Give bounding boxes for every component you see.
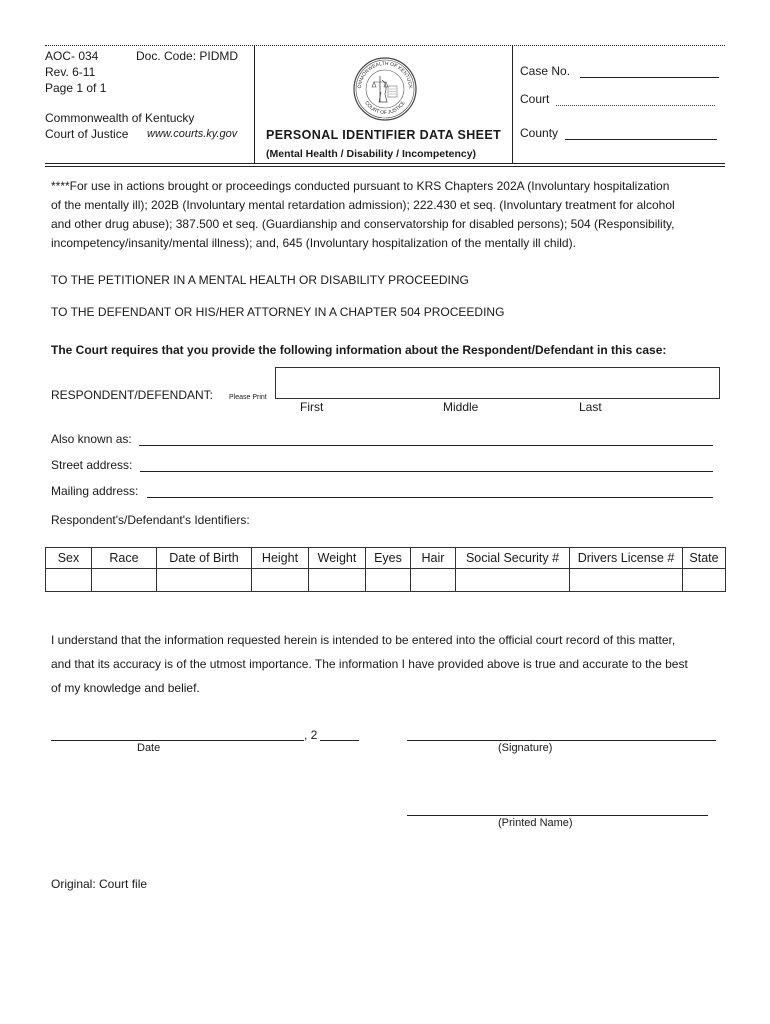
sex-input[interactable] (46, 569, 92, 592)
intro-line-1: ****For use in actions brought or proceedings conducted pursuant to KRS Chapters 202A (Involuntary hospitalization (51, 179, 670, 193)
social-security-input[interactable] (456, 569, 570, 592)
header-rule-1 (45, 163, 725, 164)
intro-paragraph (51, 177, 731, 253)
please-print-note: Please Print (229, 394, 267, 401)
header-divider-left (254, 45, 255, 163)
col-date-of-birth: Date of Birth (157, 548, 252, 569)
certification-line-1: I understand that the information requested herein is intended to be entered into the official court record of this matter, (51, 633, 676, 647)
col-sex: Sex (46, 548, 92, 569)
court-field[interactable] (556, 105, 715, 106)
certification-line-2: and that its accuracy is of the utmost importance. The information I have provided above is true and accurate to the best (51, 657, 688, 671)
svg-text:COURT OF JUSTICE: COURT OF JUSTICE (363, 100, 407, 117)
form-number: AOC- 034 (45, 49, 99, 63)
date-of-birth-input[interactable] (157, 569, 252, 592)
last-name-label: Last (579, 400, 602, 414)
col-state: State (683, 548, 726, 569)
drivers-license-input[interactable] (570, 569, 683, 592)
page-count: Page 1 of 1 (45, 81, 107, 95)
mailing-address-field[interactable] (147, 497, 713, 498)
signature-label: (Signature) (498, 742, 553, 754)
seal-icon (352, 56, 418, 122)
identifiers-table (45, 547, 726, 592)
case-no-label: Case No. (520, 64, 571, 78)
street-address-label: Street address: (51, 458, 133, 472)
col-weight: Weight (309, 548, 366, 569)
middle-name-label: Middle (443, 400, 479, 414)
col-height: Height (252, 548, 309, 569)
petitioner-notice: TO THE PETITIONER IN A MENTAL HEALTH OR DISABILITY PROCEEDING (51, 273, 469, 287)
intro-line-3: and other drug abuse); 387.500 et seq. (Guardianship and conservatorship for disabled persons); 504 (Responsibility, (51, 217, 675, 231)
case-no-field[interactable] (580, 77, 719, 78)
signature-field[interactable] (407, 740, 716, 741)
hair-input[interactable] (411, 569, 456, 592)
col-drivers-license: Drivers License # (570, 548, 683, 569)
date-field[interactable] (51, 740, 304, 741)
printed-name-field[interactable] (407, 815, 708, 816)
year-prefix: , 2 (304, 728, 318, 742)
identifiers-input-row (46, 569, 726, 592)
respondent-label: RESPONDENT/DEFENDANT: (51, 388, 214, 402)
page-title: PERSONAL IDENTIFIER DATA SHEET (266, 128, 502, 142)
county-label: County (520, 126, 559, 140)
header-rule-2 (45, 166, 725, 167)
aka-field[interactable] (139, 445, 713, 446)
aka-label: Also known as: (51, 432, 132, 446)
col-hair: Hair (411, 548, 456, 569)
page-subtitle: (Mental Health / Disability / Incompetency) (266, 148, 477, 160)
race-input[interactable] (92, 569, 157, 592)
certification-line-3: of my knowledge and belief. (51, 681, 200, 695)
first-name-label: First (300, 400, 324, 414)
top-rule (45, 45, 725, 46)
mailing-address-label: Mailing address: (51, 484, 139, 498)
intro-line-4: incompetency/insanity/mental illness); and, 645 (Involuntary hospitalization of the mentally ill child). (51, 236, 576, 250)
printed-name-label: (Printed Name) (498, 817, 573, 829)
state-input[interactable] (683, 569, 726, 592)
col-race: Race (92, 548, 157, 569)
weight-input[interactable] (309, 569, 366, 592)
date-label: Date (137, 742, 161, 754)
requirement-heading: The Court requires that you provide the following information about the Respondent/Defendant in this case: (51, 343, 667, 357)
year-field[interactable] (320, 740, 359, 741)
respondent-name-input[interactable] (275, 367, 720, 399)
doc-code: Doc. Code: PIDMD (136, 49, 239, 63)
county-field[interactable] (565, 139, 717, 140)
intro-line-2: of the mentally ill); 202B (Involuntary mental retardation admission); 222.430 et seq. (Involuntary treatment for alcohol (51, 198, 675, 212)
jurisdiction-line2: Court of Justice (45, 127, 129, 141)
col-eyes: Eyes (366, 548, 411, 569)
identifiers-header-row (46, 548, 726, 569)
defendant-notice: TO THE DEFENDANT OR HIS/HER ATTORNEY IN A CHAPTER 504 PROCEEDING (51, 305, 505, 319)
distribution-note: Original: Court file (51, 877, 148, 891)
identifiers-label: Respondent's/Defendant's Identifiers: (51, 513, 250, 527)
eyes-input[interactable] (366, 569, 411, 592)
jurisdiction-line1: Commonwealth of Kentucky (45, 111, 195, 125)
svg-text:COMMONWEALTH OF KENTUCKY: OMMONWEALTH OF KENTUCK (356, 60, 414, 89)
street-address-field[interactable] (140, 471, 713, 472)
certification-statement (51, 628, 688, 700)
court-seal (352, 56, 418, 122)
website-link[interactable]: www.courts.ky.gov (147, 128, 238, 140)
header-divider-right (512, 45, 513, 163)
col-social-security: Social Security # (456, 548, 570, 569)
court-label: Court (520, 92, 550, 106)
revision: Rev. 6-11 (45, 65, 96, 79)
height-input[interactable] (252, 569, 309, 592)
